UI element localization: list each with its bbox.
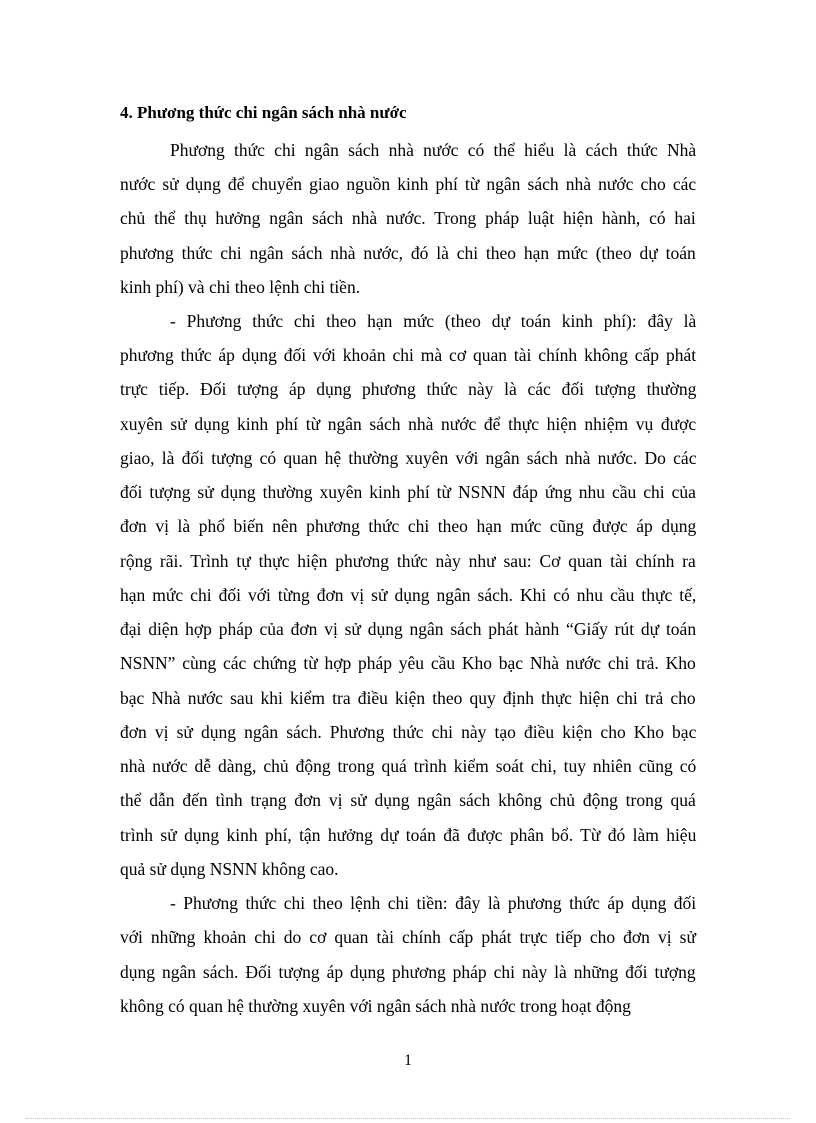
section-heading: 4. Phương thức chi ngân sách nhà nước bbox=[120, 103, 407, 122]
paragraph-line: chủ thể thụ hưởng ngân sách nhà nước. Trong pháp luật hiện hành, có hai bbox=[120, 208, 696, 228]
paragraph-line: đại diện hợp pháp của đơn vị sử dụng ngân sách phát hành “Giấy rút dự toán bbox=[120, 619, 697, 639]
paragraph-line: phương thức áp dụng đối với khoản chi mà cơ quan tài chính không cấp phát bbox=[120, 345, 697, 365]
paragraph-line: nhà nước dễ dàng, chủ động trong quá trình kiểm soát chi, tuy nhiên cũng có bbox=[120, 756, 697, 776]
paragraph-line: hạn mức chi đối với từng đơn vị sử dụng ngân sách. Khi có nhu cầu thực tế, bbox=[120, 585, 697, 605]
paragraph-line: thể dẫn đến tình trạng đơn vị sử dụng ngân sách không chủ động trong quá bbox=[120, 790, 696, 810]
paragraph-line: đơn vị sử dụng ngân sách. Phương thức chi này tạo điều kiện cho Kho bạc bbox=[120, 722, 697, 742]
paragraph-line: NSNN” cùng các chứng từ hợp pháp yêu cầu Kho bạc Nhà nước chi trả. Kho bbox=[120, 653, 696, 673]
page-number: 1 bbox=[404, 1052, 412, 1069]
paragraph-line: bạc Nhà nước sau khi kiểm tra điều kiện theo quy định thực hiện chi trả cho bbox=[120, 688, 696, 708]
paragraph-line: Phương thức chi ngân sách nhà nước có thể hiểu là cách thức Nhà bbox=[170, 140, 697, 160]
paragraph-line: đơn vị là phổ biến nên phương thức chi theo hạn mức cũng được áp dụng bbox=[120, 516, 697, 536]
paragraph-line: - Phương thức chi theo hạn mức (theo dự toán kinh phí): đây là bbox=[170, 311, 697, 331]
paragraph-line: kinh phí) và chi theo lệnh chi tiền. bbox=[120, 277, 361, 297]
paragraph-line: xuyên sử dụng kinh phí từ ngân sách nhà nước để thực hiện nhiệm vụ được bbox=[120, 414, 697, 434]
paragraph-line: rộng rãi. Trình tự thực hiện phương thức này như sau: Cơ quan tài chính ra bbox=[120, 551, 696, 571]
paragraph-line: nước sử dụng để chuyển giao nguồn kinh phí từ ngân sách nhà nước cho các bbox=[120, 174, 697, 194]
paragraph-line: không có quan hệ thường xuyên với ngân sách nhà nước trong hoạt động bbox=[120, 996, 631, 1016]
paragraph-line: trình sử dụng kinh phí, tận hưởng dự toán đã được phân bổ. Từ đó làm hiệu bbox=[120, 825, 697, 845]
paragraph-line: dụng ngân sách. Đối tượng áp dụng phương pháp chi này là những đối tượng bbox=[120, 962, 696, 982]
paragraph-line: với những khoản chi do cơ quan tài chính cấp phát trực tiếp cho đơn vị sử bbox=[120, 927, 696, 947]
page-bottom-divider bbox=[26, 1118, 790, 1119]
paragraph-line: - Phương thức chi theo lệnh chi tiền: đây là phương thức áp dụng đối bbox=[170, 893, 697, 913]
paragraph-line: phương thức chi ngân sách nhà nước, đó là chi theo hạn mức (theo dự toán bbox=[120, 243, 696, 263]
paragraph-line: giao, là đối tượng có quan hệ thường xuyên với ngân sách nhà nước. Do các bbox=[120, 448, 697, 468]
paragraph-line: quả sử dụng NSNN không cao. bbox=[120, 859, 339, 879]
paragraph-line: đối tượng sử dụng thường xuyên kinh phí từ NSNN đáp ứng nhu cầu chi của bbox=[120, 482, 696, 502]
paragraph-line: trực tiếp. Đối tượng áp dụng phương thức này là các đối tượng thường bbox=[120, 379, 697, 399]
